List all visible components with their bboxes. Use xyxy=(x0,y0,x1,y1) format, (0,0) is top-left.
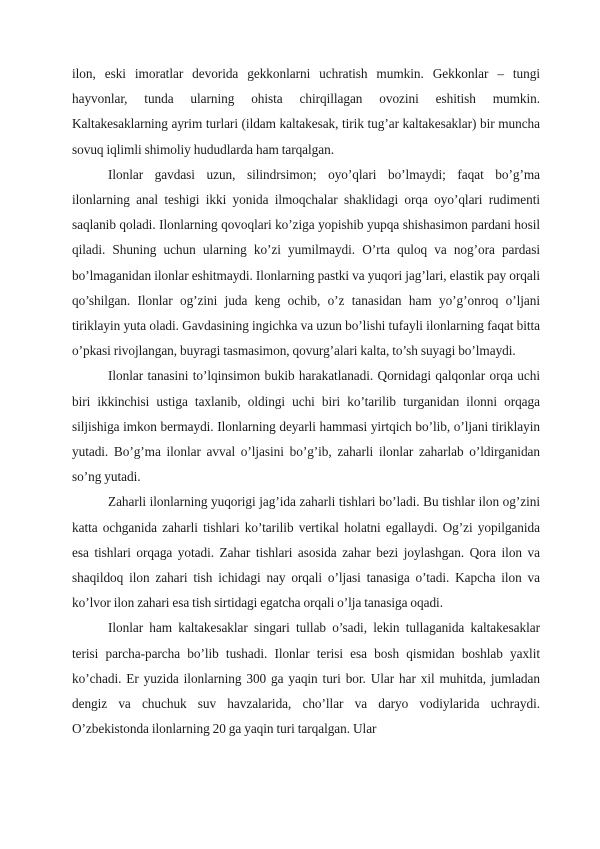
paragraph-3: Ilonlar tanasini to’lqinsimon bukib harakatlanadi. Qornidagi qalqonlar orqa uchi biri ikkinchisi ustiga taxlanib, oldingi uchi biri ko’tarilib turganidan ilonni orqaga siljishiga imkon bermaydi. Ilonlarning deyarli hammasi yirtqich bo’lib, o’ljani tiriklayin yutadi. Bo’g’ma ilonlar avval o’ljasini bo’g’ib, zaharli ilonlar zaharlab o’ldirganidan so’ng yutadi. xyxy=(72,368,540,485)
paragraph-2: Ilonlar gavdasi uzun, silindrsimon; oyo’qlari bo’lmaydi; faqat bo’g’ma ilonlarning anal teshigi ikki yonida ilmoqchalar shaklidagi orqa oyo’qlari rudimenti saqlanib qoladi. Ilonlarning qovoqlari ko’ziga yopishib yupqa shishasimon pardani hosil qiladi. Shuning uchun ularning ko’zi yumilmaydi. O’rta quloq va nog’ora pardasi bo’lmaganidan ilonlar eshitmaydi. Ilonlarning pastki va yuqori jag’lari, elastik pay orqali qo’shilgan. Ilonlar og’zini juda keng ochib, o’z tanasidan ham yo’g’onroq o’ljani tiriklayin yuta oladi. Gavdasining ingichka va uzun bo’lishi tufayli ilonlarning faqat bitta o’pkasi rivojlangan, buyragi tasmasimon, qovurg’alari kalta, to’sh suyagi bo’lmaydi. xyxy=(72,166,540,359)
paragraph-1: ilon, eski imoratlar devorida gekkonlarni uchratish mumkin. Gekkonlar – tungi hayvonlar, tunda ularning ohista chirqillagan ovozini eshitish mumkin. Kaltakesaklarning ayrim turlari (ildam kaltakesak, tirik tug’ar kaltakesaklar) bir muncha sovuq iqlimli shimoliy hududlarda ham tarqalgan. xyxy=(72,66,540,157)
paragraph-4: Zaharli ilonlarning yuqorigi jag’ida zaharli tishlari bo’ladi. Bu tishlar ilon og’zini katta ochganida zaharli tishlari ko’tarilib vertikal holatni egallaydi. Og’zi yopilganida esa tishlari orqaga yotadi. Zahar tishlari asosida zahar bezi joylashgan. Qora ilon va shaqildoq ilon zahari tish ichidagi nay orqali o’ljasi tanasiga o’tadi. Kapcha ilon va ko’lvor ilon zahari esa tish sirtidagi egatcha orqali o’lja tanasiga oqadi. xyxy=(72,494,540,611)
paragraph-5: Ilonlar ham kaltakesaklar singari tullab o’sadi, lekin tullaganida kaltakesaklar terisi parcha-parcha bo’lib tushadi. Ilonlar terisi esa bosh qismidan boshlab yaxlit ko’chadi. Er yuzida ilonlarning 300 ga yaqin turi bor. Ular har xil muhitda, jumladan dengiz va chuchuk suv havzalarida, cho’llar va daryo vodiylarida uchraydi. O’zbekistonda ilonlarning 20 ga yaqin turi tarqalgan. Ular xyxy=(72,620,540,737)
document-page xyxy=(72,61,540,741)
